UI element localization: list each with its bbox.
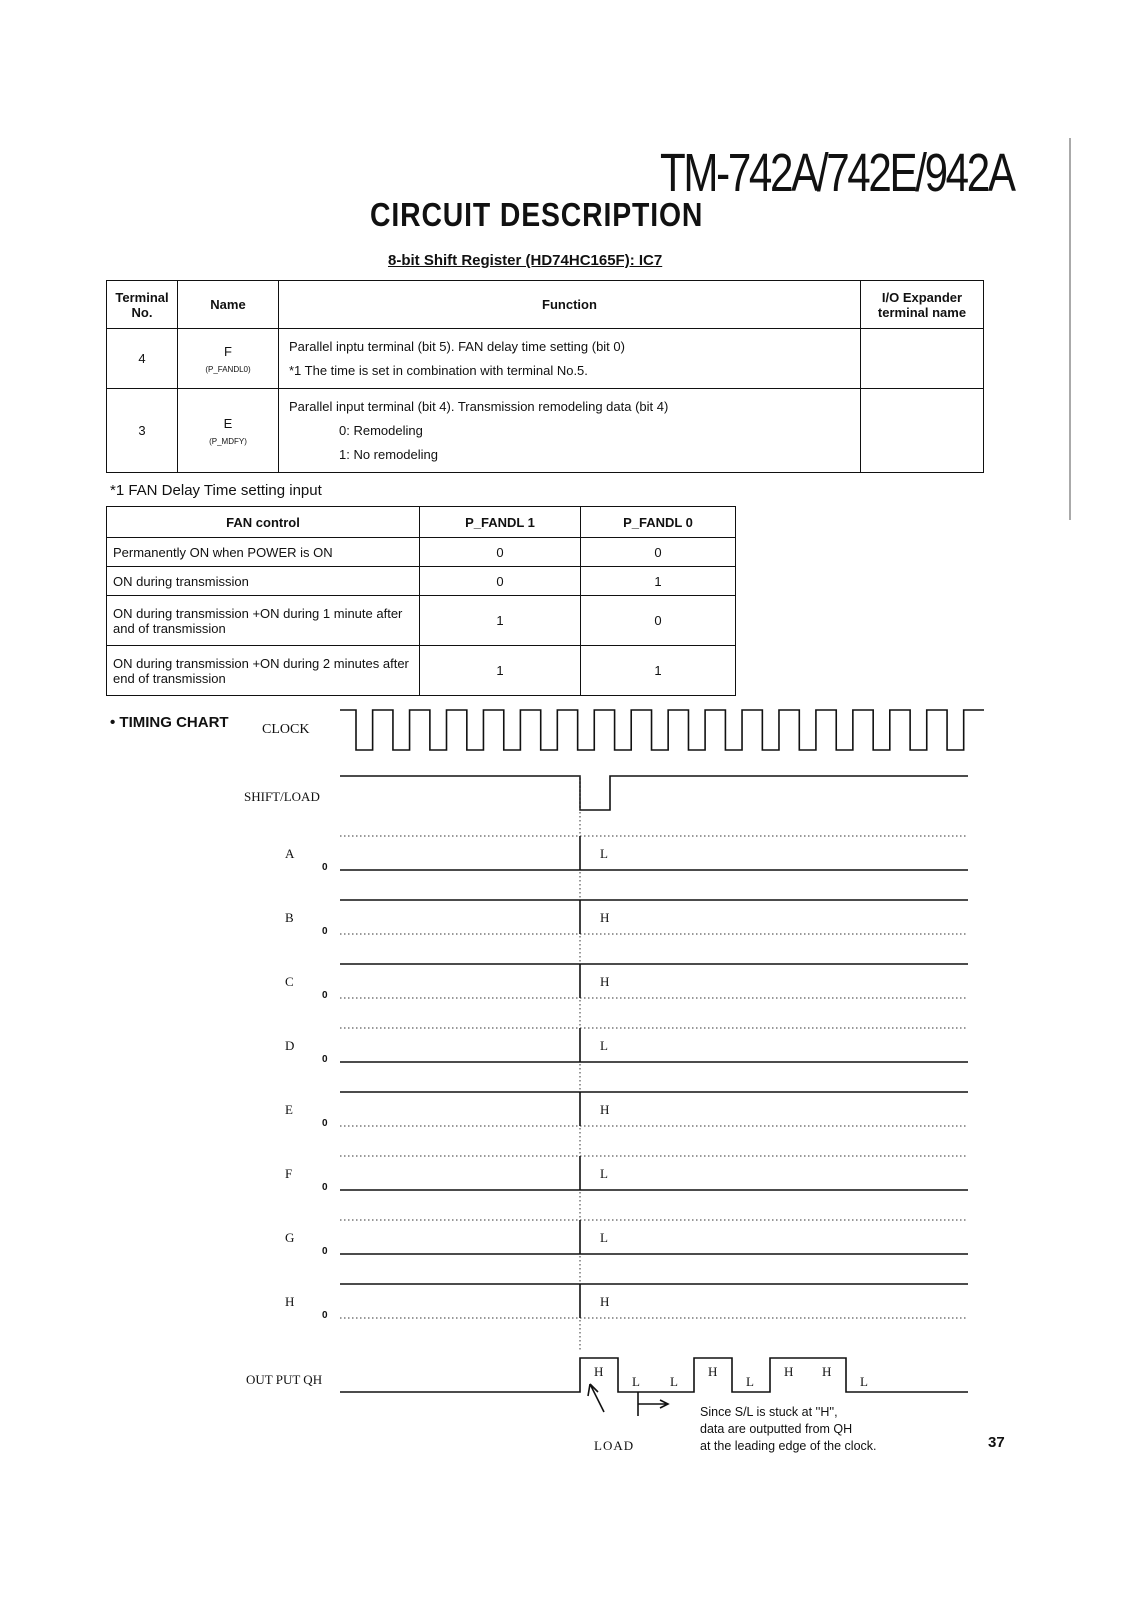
output-qh-waveform xyxy=(340,1358,968,1392)
input-level-value: H xyxy=(600,974,610,989)
output-level-value: H xyxy=(822,1364,832,1379)
header-terminal-no: Terminal No. xyxy=(107,281,178,329)
waveform-layer xyxy=(340,138,1070,1416)
input-level-value: L xyxy=(600,1166,608,1181)
function-line: *1 The time is set in combination with terminal No.5. xyxy=(289,362,588,378)
table-caption: 8-bit Shift Register (HD74HC165F): IC7 xyxy=(388,252,663,269)
terminal-no: 4 xyxy=(107,329,178,389)
load-arrow xyxy=(588,1384,604,1412)
zero-level-label: 0 xyxy=(322,1118,328,1129)
input-level-value: L xyxy=(600,1230,608,1245)
output-level-value: H xyxy=(784,1364,794,1379)
timing-note: Since S/L is stuck at ''H'', data are outputted from QH at the leading edge of the clock. xyxy=(700,1405,877,1453)
fan-control: ON during transmission xyxy=(107,567,420,596)
output-level-value: L xyxy=(670,1374,678,1389)
input-level-value: H xyxy=(600,1102,610,1117)
input-signal-label: D xyxy=(285,1038,295,1053)
header-fandl1: P_FANDL 1 xyxy=(420,507,581,538)
zero-level-label: 0 xyxy=(322,990,328,1001)
fan-control: Permanently ON when POWER is ON xyxy=(107,538,420,567)
section-title: CIRCUIT DESCRIPTION xyxy=(370,196,704,233)
function-line: 0: Remodeling xyxy=(339,422,423,438)
fandl0-value: 0 xyxy=(581,538,736,567)
input-signal-label: H xyxy=(285,1294,295,1309)
shift-load-waveform xyxy=(340,776,968,810)
model-title: TM-742A/742E/942A xyxy=(660,143,1014,203)
header-fandl0: P_FANDL 0 xyxy=(581,507,736,538)
page-number: 37 xyxy=(988,1434,1005,1451)
note-arrow xyxy=(638,1400,668,1408)
input-signal-label: G xyxy=(285,1230,295,1245)
zero-level-label: 0 xyxy=(322,1310,328,1321)
shift-load-label: SHIFT/LOAD xyxy=(244,789,320,804)
footnote: *1 FAN Delay Time setting input xyxy=(110,482,322,499)
header-name: Name xyxy=(178,281,279,329)
output-level-value: L xyxy=(746,1374,754,1389)
input-level-value: L xyxy=(600,1038,608,1053)
function-line: 1: No remodeling xyxy=(339,446,438,462)
input-signal-label: E xyxy=(285,1102,293,1117)
load-label: LOAD xyxy=(594,1438,635,1453)
input-signal-label: B xyxy=(285,910,294,925)
output-label: OUT PUT QH xyxy=(246,1372,323,1387)
zero-level-label: 0 xyxy=(322,1054,328,1065)
input-level-value: H xyxy=(600,1294,610,1309)
fandl0-value: 1 xyxy=(581,646,736,696)
output-level-value: L xyxy=(632,1374,640,1389)
function-line: Parallel input terminal (bit 4). Transmission remodeling data (bit 4) xyxy=(289,398,669,414)
function-line: Parallel inptu terminal (bit 5). FAN delay time setting (bit 0) xyxy=(289,338,625,354)
fandl1-value: 0 xyxy=(420,538,581,567)
timing-chart-title: • TIMING CHART xyxy=(110,714,229,731)
fandl1-value: 1 xyxy=(420,596,581,646)
header-function: Function xyxy=(279,281,861,329)
input-level-value: L xyxy=(600,846,608,861)
name-main: E xyxy=(223,415,233,431)
name-sub: (P_FANDL0) xyxy=(205,364,251,374)
zero-level-label: 0 xyxy=(322,926,328,937)
header-fan-control: FAN control xyxy=(107,507,420,538)
fan-control: ON during transmission +ON during 2 minutes after end of transmission xyxy=(107,646,420,696)
output-level-value: H xyxy=(708,1364,718,1379)
input-signal-label: F xyxy=(285,1166,293,1181)
zero-level-label: 0 xyxy=(322,862,328,873)
clock-waveform xyxy=(340,710,984,750)
input-signal-label: A xyxy=(285,846,295,861)
input-signal-label: C xyxy=(285,974,294,989)
fan-control: ON during transmission +ON during 1 minute after and of transmission xyxy=(107,596,420,646)
clock-label: CLOCK xyxy=(262,722,310,737)
name-main: F xyxy=(224,343,232,359)
header-expander: I/O Expander terminal name xyxy=(861,281,984,329)
terminal-no: 3 xyxy=(107,389,178,473)
output-level-value: H xyxy=(594,1364,604,1379)
input-level-value: H xyxy=(600,910,610,925)
fandl0-value: 1 xyxy=(581,567,736,596)
fandl0-value: 0 xyxy=(581,596,736,646)
fandl1-value: 1 xyxy=(420,646,581,696)
zero-level-label: 0 xyxy=(322,1246,328,1257)
fandl1-value: 0 xyxy=(420,567,581,596)
output-level-value: L xyxy=(860,1374,868,1389)
name-sub: (P_MDFY) xyxy=(209,436,247,446)
zero-level-label: 0 xyxy=(322,1182,328,1193)
